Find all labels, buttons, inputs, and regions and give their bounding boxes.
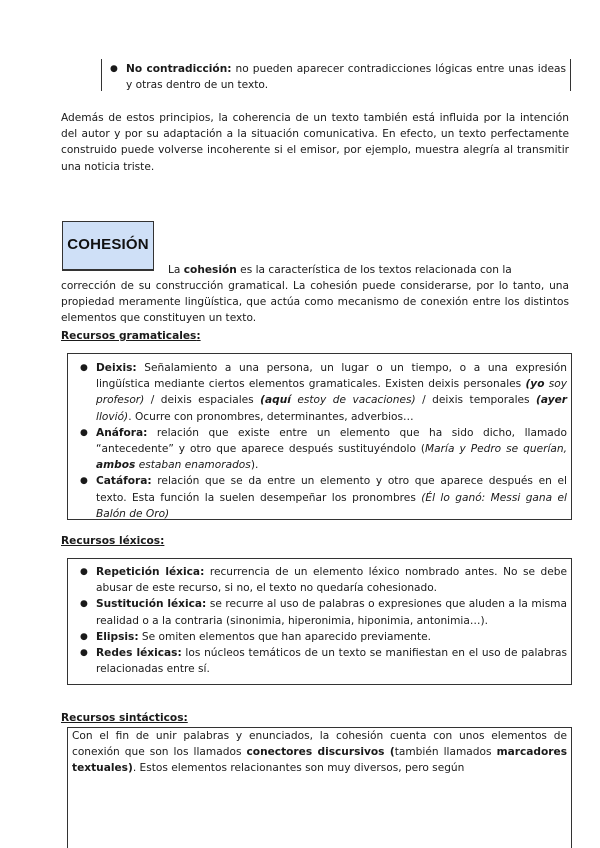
list-item-catafora bbox=[76, 473, 567, 522]
catafora-example: (Él lo ganó: Messi gana el Balón de Oro) bbox=[96, 491, 567, 520]
cohesion-definition-body: corrección de su construcción gramatical. La cohesión puede considerarse, por lo tanto, una propiedad meramente lingüística, que actúa como mecanismo de conexión entre los distintos elementos que constituyen un texto. bbox=[61, 280, 569, 325]
logo-underline-divider bbox=[62, 270, 154, 271]
list-item-anafora bbox=[76, 425, 567, 474]
deixis-text-1: Señalamiento a una persona, un lugar o un tiempo, o a una expresión lingüística mediante ciertos elementos gramaticales. Existen deixis personales bbox=[96, 362, 567, 391]
sintacticos-text-3: . Estos elementos relacionantes son muy diversos, pero según bbox=[132, 762, 465, 775]
list-item-redes-lexicas bbox=[76, 645, 567, 677]
term-repeticion-lexica: Repetición léxica: bbox=[96, 566, 205, 578]
anafora-example-1: María y Pedro se querían, bbox=[425, 443, 567, 456]
definition-no-contradiccion: no pueden aparecer contradicciones lógicas entre unas ideas y otras dentro de un texto. bbox=[126, 63, 566, 92]
deixis-example-1-bold: (yo bbox=[525, 378, 545, 391]
bullet-icon: ● bbox=[80, 567, 88, 577]
continued-principles-box bbox=[101, 59, 571, 91]
list-item-no-contradiccion bbox=[106, 61, 566, 93]
term-deixis: Deixis: bbox=[96, 362, 137, 374]
term-sustitucion-lexica: Sustitución léxica: bbox=[96, 598, 207, 611]
deixis-text-4: . Ocurre con pronombres, determinantes, adverbios… bbox=[128, 410, 414, 423]
term-anafora: Anáfora: bbox=[96, 426, 148, 439]
cohesion-line-prefix: La bbox=[168, 264, 184, 276]
bullet-icon: ● bbox=[80, 599, 88, 610]
cohesion-line-suffix: es la característica de los textos relacionada con la bbox=[236, 264, 512, 276]
term-catafora: Catáfora: bbox=[96, 475, 152, 488]
list-item-elipsis bbox=[76, 629, 567, 645]
heading-recursos-gramaticales bbox=[61, 328, 201, 344]
heading-gramaticales-text: Recursos gramaticales bbox=[61, 330, 197, 342]
heading-recursos-sintacticos bbox=[61, 710, 188, 726]
cohesion-term: cohesión bbox=[183, 264, 237, 276]
term-redes-lexicas: Redes léxicas: bbox=[96, 647, 182, 660]
heading-sintacticos-text: Recursos sintácticos bbox=[61, 712, 184, 724]
heading-lexicos-text: Recursos léxicos bbox=[61, 535, 161, 547]
bullet-icon: ● bbox=[80, 648, 88, 659]
heading-lexicos-colon: : bbox=[160, 535, 165, 547]
bullet-icon: ● bbox=[80, 631, 88, 642]
sintacticos-text-2: también llamados bbox=[394, 746, 497, 759]
list-item-repeticion-lexica bbox=[76, 564, 567, 596]
bullet-icon: ● bbox=[110, 64, 118, 74]
redes-lexicas-text: los núcleos temáticos de un texto se manifiestan en el uso de palabras relacionadas entre sí. bbox=[96, 647, 567, 676]
deixis-text-3: / deixis temporales bbox=[415, 394, 537, 407]
elipsis-text: Se omiten elementos que han aparecido previamente. bbox=[138, 630, 432, 643]
anafora-example-bold: ambos bbox=[96, 459, 136, 472]
intro-paragraph: Además de estos principios, la coherencia de un texto también está influida por la intención del autor y por su adaptación a la situación comunicativa. En efecto, un texto perfectamente construido puede volverse incoherente si el emisor, por ejemplo, muestra alegría al transmitir una noticia triste. bbox=[61, 112, 569, 173]
anafora-example-2: estaban enamorados bbox=[135, 459, 251, 472]
deixis-text-2: / deixis espaciales bbox=[144, 394, 261, 407]
sustitucion-lexica-text: se recurre al uso de palabras o expresiones que aluden a la misma realidad o a la contraria (sinonimia, hiperonimia, hiponimia, antonimia…). bbox=[96, 598, 567, 627]
heading-sintacticos-colon: : bbox=[183, 712, 188, 724]
cohesion-definition-first-line bbox=[168, 262, 569, 278]
heading-gramaticales-colon: : bbox=[196, 330, 201, 342]
list-item-deixis bbox=[76, 360, 567, 425]
deixis-example-3: llovió) bbox=[96, 410, 129, 423]
deixis-example-2: estoy de vacaciones) bbox=[290, 394, 416, 407]
marcadores-textuales-term: marcadores textuales) bbox=[72, 746, 567, 775]
repeticion-lexica-text: recurrencia de un elemento léxico nombrado antes. No se debe abusar de este recurso, si no, el texto no quedaría cohesionado. bbox=[96, 566, 568, 595]
heading-recursos-lexicos bbox=[61, 533, 164, 549]
deixis-example-2-bold: (aquí bbox=[260, 394, 291, 407]
bullet-icon: ● bbox=[80, 427, 88, 438]
catafora-text-1: relación que se da entre un elemento y otro que aparece después en el texto. Esta función la suelen desempeñar los pronombres bbox=[96, 475, 567, 504]
deixis-example-3-bold: (ayer bbox=[536, 394, 568, 407]
deixis-example-1: soy profesor) bbox=[96, 378, 568, 407]
gramaticales-box bbox=[67, 353, 572, 520]
term-elipsis: Elipsis: bbox=[96, 630, 139, 643]
sintacticos-paragraph bbox=[72, 728, 567, 777]
cohesion-logo-text: COHESIÓN bbox=[67, 236, 149, 254]
anafora-text-1: relación que existe entre un elemento que ha sido dicho, llamado “antecedente” y otro que aparece después sustituyéndolo ( bbox=[96, 426, 567, 456]
anafora-text-2: ). bbox=[250, 459, 259, 472]
sintacticos-text-1: Con el fin de unir palabras y enunciados, la cohesión cuenta con unos elementos de conexión que son los llamados bbox=[72, 730, 567, 759]
term-no-contradiccion: No contradicción: bbox=[126, 63, 232, 75]
lexicos-box bbox=[67, 558, 572, 685]
cohesion-title-logo bbox=[62, 221, 154, 270]
list-item-sustitucion-lexica bbox=[76, 596, 567, 628]
bullet-icon: ● bbox=[80, 476, 88, 487]
conectores-discursivos-term: conectores discursivos ( bbox=[246, 746, 395, 759]
bullet-icon: ● bbox=[80, 363, 88, 373]
sintacticos-box bbox=[67, 727, 572, 848]
